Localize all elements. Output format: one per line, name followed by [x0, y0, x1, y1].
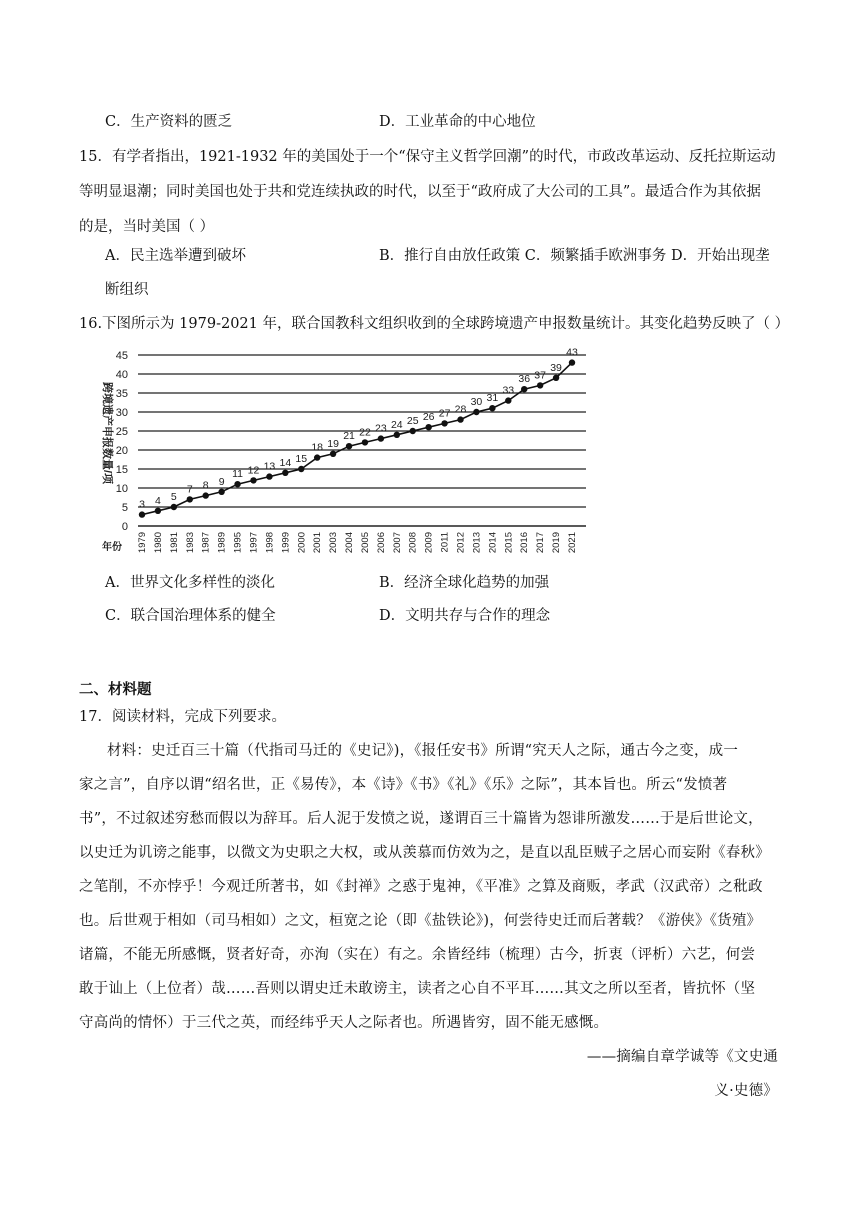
data-points: [139, 359, 575, 517]
option-d: D．文明共存与合作的理念: [379, 608, 551, 624]
data-label: 25: [406, 415, 419, 427]
data-label: 27: [438, 407, 451, 420]
x-tick-label: 1979: [137, 532, 148, 554]
y-tick-label: 30: [115, 407, 128, 419]
material-line: 以史迁为讥谤之能事，以微文为史职之大权，或从羡慕而仿效为之，是直以乱臣贼子之居心而妄附《春秋》: [79, 845, 770, 861]
data-labels: [139, 347, 578, 511]
option-a: A．世界文化多样性的淡化: [105, 575, 275, 591]
y-tick-label: 5: [121, 502, 128, 514]
data-point: [537, 382, 543, 388]
data-point: [378, 435, 384, 441]
data-point: [394, 432, 400, 438]
question-17: 17．阅读材料，完成下列要求。: [79, 709, 286, 725]
y-axis-ticks: [116, 350, 128, 533]
x-tick-label: 1995: [232, 532, 244, 554]
data-label: 21: [343, 430, 355, 443]
data-label: 28: [454, 403, 467, 416]
x-tick-label: 2011: [439, 532, 451, 553]
data-point: [553, 375, 559, 381]
x-tick-label: 2005: [359, 532, 371, 554]
data-point: [425, 424, 431, 430]
option-d-continued: 断组织: [105, 282, 149, 298]
x-axis-ticks: [137, 532, 578, 553]
x-tick-label: 2015: [503, 532, 515, 554]
source-citation: ——摘编自章学诚等《文史通: [586, 1049, 778, 1065]
x-tick-label: 2003: [328, 532, 340, 554]
x-tick-label: 1997: [248, 532, 260, 554]
data-point: [282, 470, 288, 476]
data-point: [505, 397, 511, 403]
x-tick-label: 1999: [280, 532, 292, 554]
data-point: [218, 489, 224, 495]
option-c: C．联合国治理体系的健全: [105, 608, 276, 624]
material-line: 诸篇，不能无所感慨，贤者好奇，亦洵（实在）有之。余皆经纬（梳理）古今，折衷（评析）六艺，何尝: [79, 947, 756, 963]
source-citation-cont: 义·史德》: [714, 1083, 778, 1099]
y-tick-label: 15: [115, 464, 128, 476]
x-tick-label: 2017: [535, 532, 547, 554]
data-point: [410, 428, 416, 434]
x-tick-label: 2000: [296, 532, 308, 554]
x-tick-label: 2007: [391, 532, 403, 554]
question-15-line3: 的是，当时美国（ ）: [79, 219, 215, 235]
data-label: 8: [202, 479, 209, 492]
data-point: [457, 416, 463, 422]
y-tick-label: 25: [115, 426, 128, 438]
data-label: 26: [422, 411, 435, 424]
data-label: 14: [279, 456, 292, 469]
data-label: 36: [518, 373, 531, 386]
x-tick-label: 2009: [423, 532, 435, 554]
data-label: 43: [566, 346, 578, 359]
material-line: 家之言”，自序以谓“绍名世，正《易传》，本《诗》《书》《礼》《乐》之际”，其本旨也。所云“发愤著: [79, 777, 728, 793]
data-point: [139, 511, 145, 517]
data-point: [441, 420, 447, 426]
x-tick-label: 2004: [344, 532, 356, 554]
section-heading: 二、材料题: [79, 682, 152, 698]
data-label: 4: [155, 494, 161, 507]
data-point: [250, 477, 256, 483]
data-label: 31: [486, 392, 499, 405]
x-tick-label: 2014: [487, 532, 499, 554]
data-label: 33: [502, 384, 515, 397]
x-tick-label: 1989: [216, 532, 228, 554]
x-tick-label: 2012: [455, 532, 467, 554]
y-tick-label: 10: [115, 483, 128, 495]
material-line: 之笔削，不亦悖乎！今观迁所著书，如《封禅》之惑于鬼神，《平准》之算及商贩，孝武（汉武帝）之秕政: [79, 879, 763, 895]
data-label: 39: [550, 361, 562, 374]
data-label: 37: [534, 369, 546, 382]
data-label: 11: [232, 468, 244, 481]
material-line: 材料：史迁百三十篇（代指司马迁的《史记》)，《报任安书》所谓“究天人之际，通古今之变，成一: [107, 743, 739, 759]
x-tick-label: 2021: [567, 532, 578, 554]
x-tick-label: 2016: [519, 532, 531, 554]
data-point: [521, 386, 527, 392]
y-axis-label: 跨境遗产申报数量/项: [101, 381, 113, 485]
x-tick-label: 2008: [407, 532, 419, 554]
data-point: [362, 439, 368, 445]
x-tick-label: 2006: [375, 532, 387, 554]
y-tick-label: 0: [121, 521, 128, 533]
question-16-stem: 16.下图所示为 1979-2021 年，联合国教科文组织收到的全球跨境遗产申报数量统计。其变化趋势反映了（ ）: [79, 316, 790, 332]
material-line: 守高尚的情怀）于三代之英，而经纬乎天人之际者也。所遇皆穷，固不能无感慨。: [79, 1015, 609, 1031]
question-15-line1: 15．有学者指出，1921-1932 年的美国处于一个“保守主义哲学回潮”的时代，市政改革运动、反托拉斯运动: [79, 149, 776, 165]
line-chart: [92, 343, 592, 565]
data-label: 12: [247, 464, 260, 477]
option-c: C．生产资料的匮乏: [105, 114, 233, 130]
data-point: [155, 508, 161, 514]
x-tick-label: 1981: [168, 532, 180, 554]
data-label: 22: [359, 426, 371, 439]
option-bcd: B．推行自由放任政策 C．频繁插手欧洲事务 D．开始出现垄: [379, 248, 770, 264]
data-point: [171, 504, 177, 510]
data-point: [187, 496, 193, 502]
data-label: 30: [470, 396, 483, 408]
x-axis-label: 年份: [102, 542, 122, 553]
data-point: [489, 405, 495, 411]
y-tick-label: 45: [115, 350, 128, 362]
option-b: B．经济全球化趋势的加强: [379, 575, 550, 591]
data-point: [203, 492, 209, 498]
data-point: [234, 481, 240, 487]
data-label: 23: [375, 422, 387, 435]
data-point: [346, 443, 352, 449]
option-a: A．民主选举遭到破坏: [105, 248, 246, 264]
question-15-line2: 等明显退潮；同时美国也处于共和党连续执政的时代，以至于“政府成了大公司的工具”。最适合作为其依据: [79, 184, 761, 200]
data-label: 9: [218, 475, 225, 488]
data-point: [330, 451, 336, 457]
data-label: 18: [311, 441, 324, 454]
data-label: 5: [170, 491, 177, 503]
x-tick-label: 2019: [551, 532, 563, 554]
data-label: 7: [186, 483, 193, 496]
material-line: 敢于讪上（上位者）哉……吾则以谓史迁未敢谤主，读者之心自不平耳……其文之所以至者，皆抗怀（坚: [79, 981, 756, 997]
y-tick-label: 40: [115, 369, 128, 381]
x-tick-label: 1998: [264, 532, 276, 554]
x-tick-label: 1983: [184, 532, 196, 554]
data-point: [473, 409, 479, 415]
y-tick-label: 35: [115, 388, 128, 400]
data-label: 13: [263, 460, 276, 473]
material-line: 书”，不过叙述穷愁而假以为辞耳。后人泥于发愤之说，遂谓百三十篇皆为怨诽所激发……于是后世论文，: [79, 811, 763, 827]
x-tick-label: 1980: [152, 532, 164, 554]
x-tick-label: 2013: [471, 532, 483, 554]
option-d: D．工业革命的中心地位: [379, 114, 536, 130]
data-point: [569, 359, 575, 365]
data-label: 15: [295, 453, 308, 465]
y-tick-label: 20: [115, 445, 128, 457]
material-line: 也。后世观于相如（司马相如）之文，桓宽之论（即《盐铁论》)，何尝待史迁而后著载？《游侠》《货殖》: [79, 913, 762, 929]
x-tick-label: 1987: [200, 532, 212, 554]
data-point: [266, 473, 272, 479]
x-tick-label: 2001: [312, 532, 324, 554]
data-label: 19: [327, 437, 339, 450]
data-point: [314, 454, 320, 460]
data-point: [298, 466, 304, 472]
data-label: 24: [390, 418, 403, 431]
data-label: 3: [139, 498, 145, 511]
